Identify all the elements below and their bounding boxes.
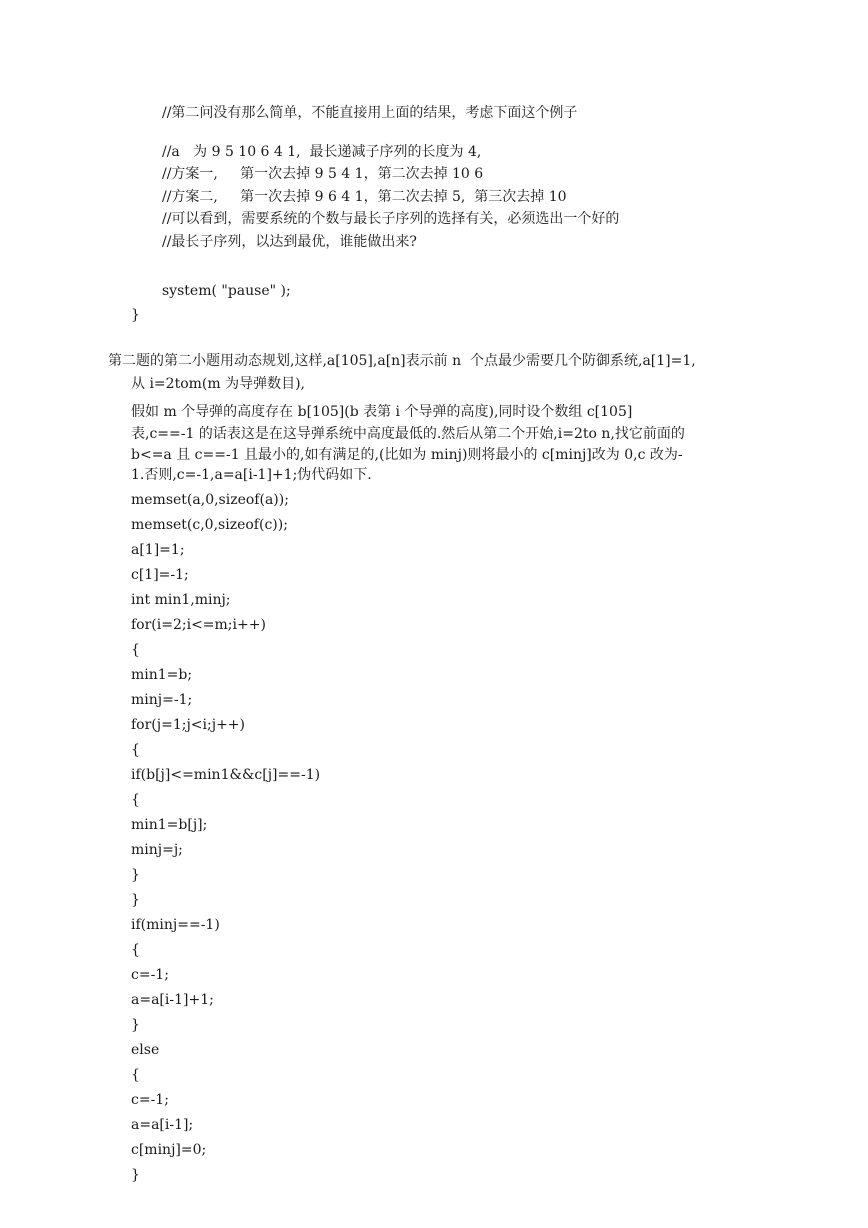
- pseudocode-line: c=-1;: [131, 1092, 169, 1108]
- pseudocode-line: {: [131, 942, 140, 958]
- pseudocode-line: {: [131, 792, 140, 808]
- pseudocode-line: }: [131, 1167, 140, 1183]
- pseudocode-line: }: [131, 867, 140, 883]
- pseudocode-line: if(b[j]<=min1&&c[j]==-1): [131, 767, 321, 783]
- pseudocode-line: }: [131, 1017, 140, 1033]
- explanation-line: 假如 m 个导弹的高度存在 b[105](b 表第 i 个导弹的高度),同时设个数组 c[105]: [131, 404, 633, 420]
- code-comment-line: //最长子序列，以达到最优，谁能做出来?: [162, 234, 417, 250]
- pseudocode-line: if(minj==-1): [131, 917, 220, 933]
- code-comment-line: //方案一, 第一次去掉 9 5 4 1，第二次去掉 10 6: [162, 166, 484, 182]
- pseudocode-line: {: [131, 742, 140, 758]
- pseudocode-line: for(j=1;j<i;j++): [131, 717, 245, 733]
- pseudocode-line: else: [131, 1042, 160, 1058]
- code-comment-line: //a 为 9 5 10 6 4 1, 最长递减子序列的长度为 4,: [162, 144, 482, 160]
- pseudocode-line: {: [131, 1067, 140, 1083]
- pseudocode-line: a=a[i-1]+1;: [131, 992, 214, 1008]
- pseudocode-line: minj=j;: [131, 842, 183, 858]
- pseudocode-line: memset(a,0,sizeof(a));: [131, 492, 289, 508]
- explanation-line: 从 i=2tom(m 为导弹数目),: [131, 376, 305, 392]
- pseudocode-line: a=a[i-1];: [131, 1117, 194, 1133]
- explanation-line: 第二题的第二小题用动态规划,这样,a[105],a[n]表示前 n 个点最少需要几个防御系统,a[1]=1,: [108, 353, 696, 369]
- pseudocode-line: a[1]=1;: [131, 542, 185, 558]
- pseudocode-line: int min1,minj;: [131, 592, 231, 608]
- pseudocode-line: min1=b;: [131, 667, 193, 683]
- pseudocode-line: c=-1;: [131, 967, 169, 983]
- code-comment-line: //第二问没有那么简单，不能直接用上面的结果，考虑下面这个例子: [162, 105, 578, 121]
- pseudocode-line: minj=-1;: [131, 692, 193, 708]
- explanation-line: b<=a 且 c==-1 且最小的,如有满足的,(比如为 minj)则将最小的 c[minj]改为 0,c 改为-: [131, 447, 683, 463]
- pseudocode-line: min1=b[j];: [131, 817, 208, 833]
- pseudocode-line: }: [131, 892, 140, 908]
- pseudocode-line: {: [131, 642, 140, 658]
- explanation-line: 表,c==-1 的话表这是在这导弹系统中高度最低的.然后从第二个开始,i=2to n,找它前面的: [131, 426, 685, 442]
- pseudocode-line: c[1]=-1;: [131, 567, 189, 583]
- pseudocode-line: c[minj]=0;: [131, 1142, 207, 1158]
- code-comment-line: //可以看到，需要系统的个数与最长子序列的选择有关，必须选出一个好的: [162, 211, 620, 227]
- explanation-line: 1.否则,c=-1,a=a[i-1]+1;伪代码如下.: [131, 467, 372, 483]
- system-pause-line: system( "pause" );: [162, 283, 291, 299]
- code-comment-line: //方案二, 第一次去掉 9 6 4 1，第二次去掉 5, 第三次去掉 10: [162, 189, 567, 205]
- pseudocode-line: memset(c,0,sizeof(c));: [131, 517, 288, 533]
- pseudocode-line: for(i=2;i<=m;i++): [131, 617, 266, 633]
- closing-brace: }: [131, 307, 140, 323]
